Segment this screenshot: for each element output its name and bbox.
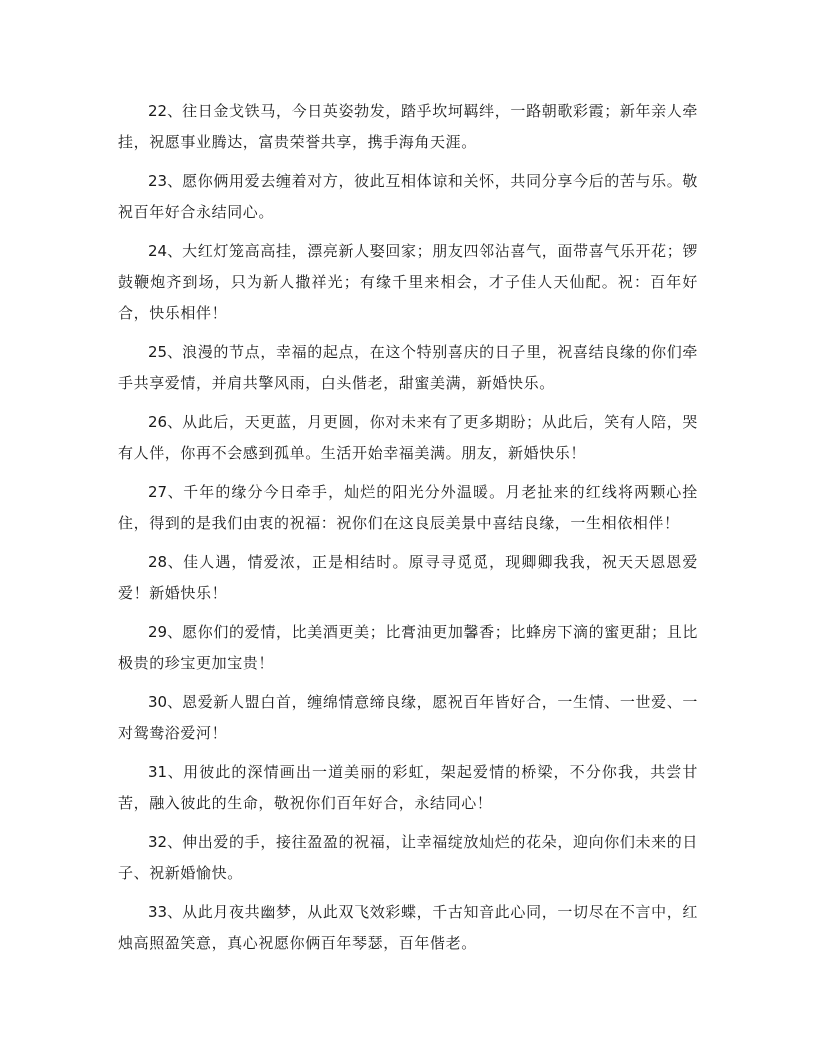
entry-number: 25、 [148,343,183,361]
wish-entry-26 [118,407,698,469]
wish-entry-32 [118,827,698,889]
entry-number: 32、 [148,833,183,851]
wish-entry-22 [118,96,698,158]
entry-text: 佳人遇，情爱浓，正是相结时。原寻寻觅觅，现卿卿我我，祝天天恩恩爱爱！新婚快乐！ [118,553,699,602]
wish-entry-29 [118,617,698,679]
entry-text: 用彼此的深情画出一道美丽的彩虹，架起爱情的桥梁，不分你我，共尝甘苦，融入彼此的生命，敬祝你们百年好合，永结同心！ [118,763,699,812]
entry-number: 26、 [148,413,183,431]
entry-text: 愿你们的爱情，比美酒更美；比膏油更加馨香；比蜂房下滴的蜜更甜；且比极贵的珍宝更加宝贵！ [118,623,698,672]
entry-text: 伸出爱的手，接往盈盈的祝福，让幸福绽放灿烂的花朵，迎向你们未来的日子、祝新婚愉快。 [118,833,698,882]
entry-number: 33、 [148,903,183,921]
entry-text: 大红灯笼高高挂，漂亮新人娶回家；朋友四邻沾喜气，面带喜气乐开花；锣鼓鞭炮齐到场，只为新人撒祥光；有缘千里来相会，才子佳人天仙配。祝：百年好合，快乐相伴！ [118,242,698,322]
entry-text: 往日金戈铁马，今日英姿勃发，踏乎坎坷羁绊，一路朝歌彩霞；新年亲人牵挂，祝愿事业腾达，富贵荣誉共享，携手海角天涯。 [118,102,698,151]
entry-text: 从此月夜共幽梦，从此双飞效彩蝶，千古知音此心同，一切尽在不言中，红烛高照盈笑意，真心祝愿你俩百年琴瑟，百年偕老。 [118,903,698,952]
entry-number: 28、 [148,553,184,571]
entry-number: 29、 [148,623,183,641]
wish-entry-23 [118,166,698,228]
entry-text: 从此后，天更蓝，月更圆，你对未来有了更多期盼；从此后，笑有人陪，哭有人伴，你再不会感到孤单。生活开始幸福美满。朋友，新婚快乐！ [118,413,698,462]
entry-text: 千年的缘分今日牵手，灿烂的阳光分外温暖。月老扯来的红线将两颗心拴住，得到的是我们由衷的祝福：祝你们在这良辰美景中喜结良缘，一生相依相伴！ [118,483,699,532]
wish-entry-24 [118,236,698,329]
wish-entry-31 [118,757,698,819]
entry-number: 31、 [148,763,184,781]
entry-number: 27、 [148,483,184,501]
wish-entry-28 [118,547,698,609]
entry-number: 24、 [148,242,183,260]
entry-text: 愿你俩用爱去缠着对方，彼此互相体谅和关怀，共同分享今后的苦与乐。敬祝百年好合永结同心。 [118,172,698,221]
entry-text: 浪漫的节点，幸福的起点，在这个特别喜庆的日子里，祝喜结良缘的你们牵手共享爱情，并肩共擎风雨，白头偕老，甜蜜美满，新婚快乐。 [118,343,698,392]
wish-entry-25 [118,337,698,399]
entry-number: 22、 [148,102,183,120]
entry-text: 恩爱新人盟白首，缠绵情意缔良缘，愿祝百年皆好合，一生情、一世爱、一对鸳鸯浴爱河！ [118,693,698,742]
entry-number: 30、 [148,693,183,711]
wish-entry-33 [118,897,698,959]
wish-entry-30 [118,687,698,749]
entry-number: 23、 [148,172,183,190]
wish-entry-27 [118,477,698,539]
